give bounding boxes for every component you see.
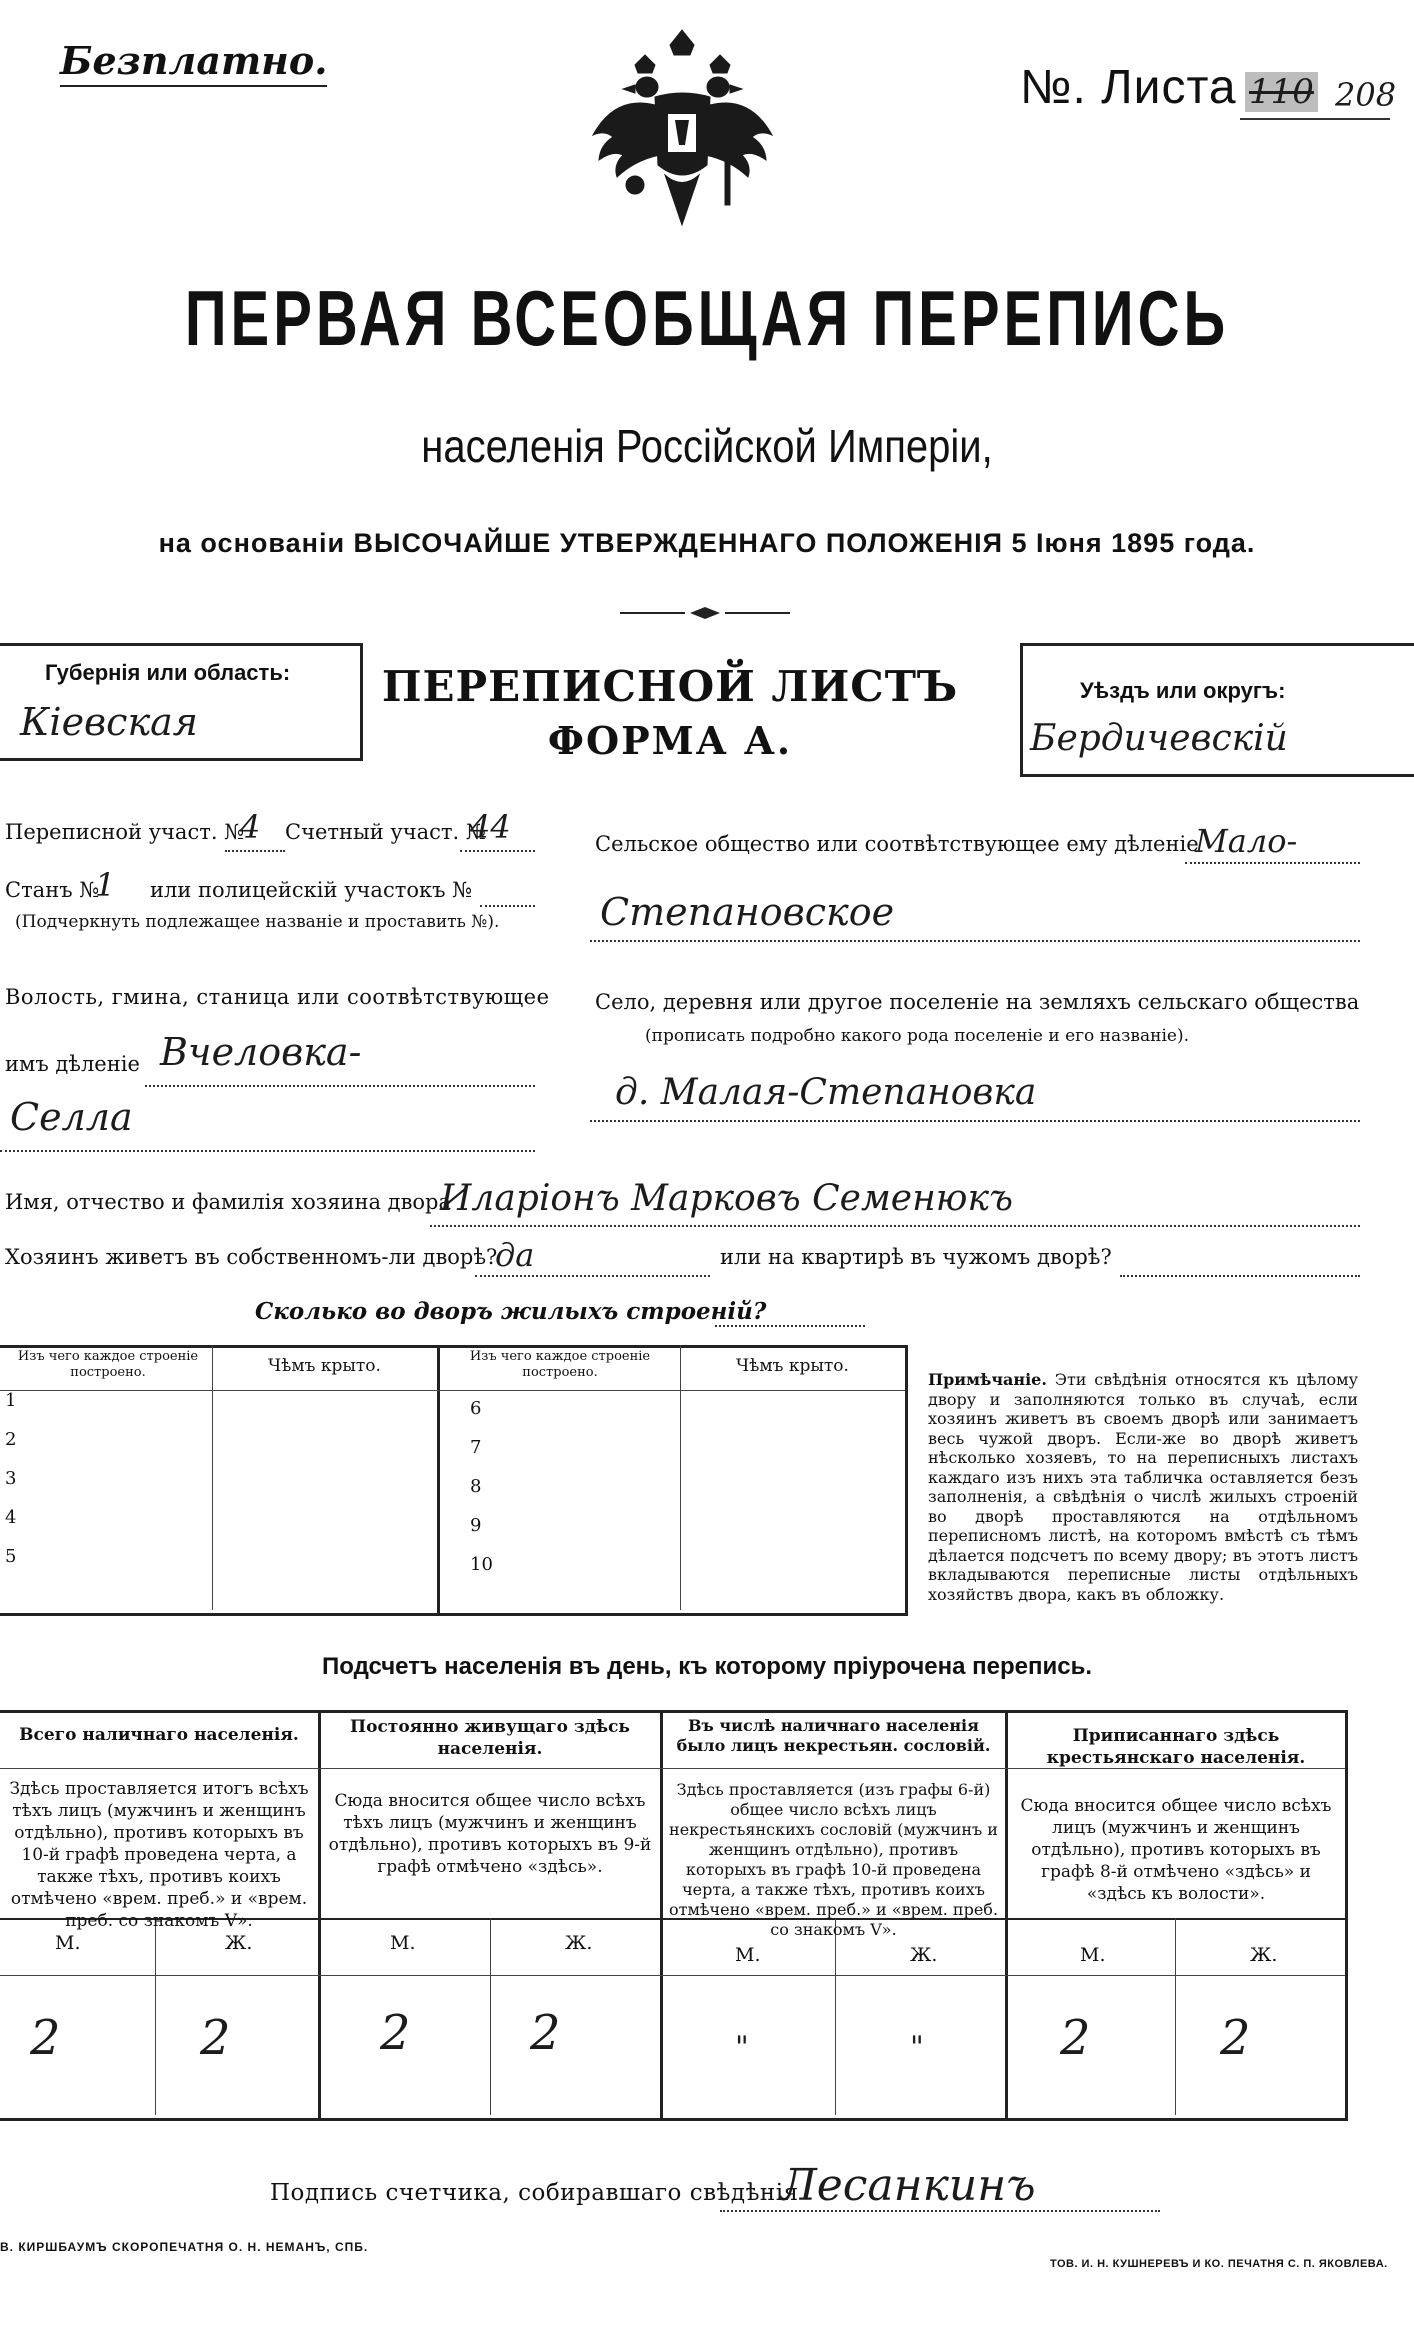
sheet-number-underline <box>1240 118 1390 120</box>
own-yard-label: Хозяинъ живетъ въ собственномъ-ли дворѣ? <box>5 1245 498 1269</box>
title-ornament <box>620 605 790 619</box>
society-value-2: Степановское <box>600 890 895 934</box>
census-main-title: ПЕРВАЯ ВСЕОБЩАЯ ПЕРЕПИСЬ <box>184 274 1230 363</box>
owner-name-dots <box>430 1225 1360 1227</box>
society-value-1: Мало- <box>1195 822 1298 860</box>
pop-col-1-male-value: 2 <box>30 2010 61 2066</box>
volost-value-1: Вчеловка- <box>160 1030 362 1074</box>
census-subtitle: населенія Россійской Имперіи, <box>421 421 993 473</box>
buildings-col-material-left: Изъ чего каждое строеніе построено. <box>17 1349 199 1380</box>
society-dots-2 <box>590 940 1360 942</box>
count-area-dots <box>460 850 535 852</box>
pop-col-4-header: Приписаннаго здѣсь крестьянскаго населенія. <box>1046 1726 1306 1768</box>
pop-col-3-female-value: " <box>910 2030 924 2065</box>
census-area-dots <box>225 850 285 852</box>
building-row-9: 9 <box>470 1515 482 1536</box>
stan-value: 1 <box>95 866 116 904</box>
building-row-5: 5 <box>5 1546 17 1567</box>
province-value: Кіевская <box>20 700 198 744</box>
district-label: Уѣздъ или округъ: <box>1080 678 1286 703</box>
pop-col-4-desc: Сюда вносится общее число всѣхъ лицъ (мужчинъ и женщинъ отдѣльно), противъ которыхъ въ графѣ 8-й отмѣчено «здѣсь» и «здѣсь къ волости». <box>1020 1796 1332 1904</box>
volost-value-2: Селла <box>10 1095 133 1139</box>
pop-col-4-female-label: Ж. <box>1250 1944 1278 1966</box>
buildings-question: Сколько во дворъ жилыхъ строеній? <box>255 1298 767 1325</box>
pop-col-3-desc: Здѣсь проставляется (изъ графы 6-й) общее число всѣхъ лицъ некрестьянскихъ сословій (мужчинъ и женщинъ отдѣльно), противъ которыхъ въ графѣ 10-й проведена черта, а также тѣхъ, противъ коихъ отмѣчено «врем. преб.» и «врем. преб. со знакомъ V». <box>668 1780 999 1939</box>
own-yard-value: да <box>495 1236 535 1274</box>
pop-col-2-desc: Сюда вносится общее число всѣхъ тѣхъ лицъ (мужчинъ и женщинъ отдѣльно), противъ которыхъ въ 9-й графѣ отмѣчено «здѣсь». <box>328 1791 652 1877</box>
buildings-dots <box>715 1325 865 1327</box>
printer-left: В. КИРШБАУМЪ СКОРОПЕЧАТНЯ О. Н. НЕМАНЪ, СПБ. <box>0 2240 369 2254</box>
note-title: Примѣчаніе. <box>928 1370 1047 1389</box>
village-value: д. Малая-Степановка <box>615 1072 1037 1113</box>
signature-label: Подпись счетчика, собиравшаго свѣдѣнія <box>270 2180 799 2206</box>
buildings-table <box>0 1345 908 1616</box>
pop-col-4-male-value: 2 <box>1060 2010 1091 2066</box>
building-row-7: 7 <box>470 1437 482 1458</box>
owner-name-label: Имя, отчество и фамилія хозяина двора <box>5 1190 452 1214</box>
pop-col-4-male-label: М. <box>1080 1944 1106 1966</box>
pop-col-1-header: Всего наличнаго населенія. <box>19 1725 299 1745</box>
district-value: Бердичевскій <box>1030 718 1288 759</box>
signature-value: Лесанкинъ <box>780 2160 1036 2211</box>
pop-col-4-female-value: 2 <box>1220 2010 1251 2066</box>
pop-col-2-header: Постоянно живущаго здѣсь населенія. <box>350 1717 630 1759</box>
sheet-number-struck: 110 <box>1245 72 1318 112</box>
village-dots <box>590 1120 1360 1122</box>
printer-right: ТОВ. И. Н. КУШНЕРЕВЪ И КО. ПЕЧАТНЯ С. П. ЯКОВЛЕВА. <box>1050 2258 1388 2270</box>
building-row-4: 4 <box>5 1507 17 1528</box>
owner-name-value: Иларіонъ Марковъ Семенюкъ <box>440 1178 1013 1219</box>
count-area-value: 44 <box>470 808 511 846</box>
society-label: Сельское общество или соотвѣтствующее ему дѣленіе <box>595 832 1199 856</box>
rent-label: или на квартирѣ въ чужомъ дворѣ? <box>720 1245 1112 1269</box>
pop-col-1-female-value: 2 <box>200 2010 231 2066</box>
own-yard-dots <box>475 1275 710 1277</box>
volost-dots-2 <box>0 1150 535 1152</box>
pop-col-2-female-value: 2 <box>530 2005 561 2061</box>
volost-label-1: Волость, гмина, станица или соотвѣтствующее <box>5 985 550 1009</box>
pop-col-3-male-value: " <box>735 2030 749 2065</box>
pop-col-2-male-label: М. <box>390 1932 416 1954</box>
buildings-divider-mid <box>437 1345 440 1613</box>
volost-dots-1 <box>145 1085 535 1087</box>
pop-col-1-female-label: Ж. <box>225 1932 253 1954</box>
pop-col-2-female-label: Ж. <box>565 1932 593 1954</box>
sheet-number-label: №. Листа <box>1020 61 1237 114</box>
stan-note: (Подчеркнуть подлежащее названіе и проставить №). <box>15 912 500 932</box>
pop-col-3-female-label: Ж. <box>910 1944 938 1966</box>
population-title: Подсчетъ населенія въ день, къ которому пріурочена перепись. <box>322 1653 1092 1680</box>
building-row-2: 2 <box>5 1429 17 1450</box>
census-area-label: Переписной участ. № <box>5 820 245 844</box>
buildings-col-roof-left: Чѣмъ крыто. <box>268 1356 381 1376</box>
pop-col-3-male-label: М. <box>735 1944 761 1966</box>
building-row-6: 6 <box>470 1398 482 1419</box>
pop-col-2-male-value: 2 <box>380 2005 411 2061</box>
pop-col-1-desc: Здѣсь проставляется итогъ всѣхъ тѣхъ лицъ (мужчинъ и женщинъ отдѣльно), противъ которыхъ въ 10-й графѣ проведена черта, а также тѣхъ, противъ коихъ отмѣчено «врем. преб.» и «врем. преб. со знакомъ V». <box>9 1779 309 1931</box>
census-area-value: 4 <box>240 808 261 846</box>
sheet-number-value: 208 <box>1335 76 1397 114</box>
census-basis: на основаніи ВЫСОЧАЙШЕ УТВЕРЖДЕННАГО ПОЛОЖЕНІЯ 5 Іюня 1895 года. <box>158 528 1256 558</box>
province-label: Губернія или область: <box>45 660 291 685</box>
village-note: (прописать подробно какого рода поселеніе и его названіе). <box>645 1026 1189 1046</box>
volost-label-2: имъ дѣленіе <box>5 1052 140 1076</box>
police-label: или полицейскій участокъ № <box>150 878 473 902</box>
stan-label: Станъ № <box>5 878 100 902</box>
pop-col-1-male-label: М. <box>55 1932 81 1954</box>
pop-col-3-header: Въ числѣ наличнаго населенія было лицъ некрестьян. сословій. <box>676 1716 991 1755</box>
free-label: Безплатно. <box>60 38 327 87</box>
form-subtitle: ФОРМА А. <box>547 718 793 763</box>
police-dots <box>480 905 535 907</box>
building-row-10: 10 <box>470 1554 493 1575</box>
building-row-8: 8 <box>470 1476 482 1497</box>
form-title: ПЕРЕПИСНОЙ ЛИСТЪ <box>381 662 959 711</box>
rent-dots <box>1120 1275 1360 1277</box>
coat-of-arms-icon <box>575 25 790 240</box>
buildings-col-roof-right: Чѣмъ крыто. <box>736 1356 849 1376</box>
buildings-note <box>928 1370 1358 1604</box>
society-dots-1 <box>1185 862 1360 864</box>
building-row-3: 3 <box>5 1468 17 1489</box>
buildings-col-material-right: Изъ чего каждое строеніе построено. <box>469 1349 651 1380</box>
note-text: Эти свѣдѣнія относятся къ цѣлому двору и заполняются только въ случаѣ, если хозяинъ живетъ въ своемъ дворѣ или занимаетъ весь чужой дворъ. Если-же во дворѣ живетъ нѣсколько хозяевъ, то на переписныхъ листахъ каждаго изъ нихъ эта табличка оставляется безъ заполненія, а свѣдѣнія о числѣ жилыхъ строеній во дворѣ проставляются на отдѣльномъ переписномъ листѣ, на которомъ вмѣстѣ съ тѣмъ дѣлается подсчетъ по всему двору; въ этотъ листъ вкладываются переписные листы отдѣльныхъ хозяйствъ двора, какъ въ обложку. <box>928 1370 1358 1604</box>
village-label: Село, деревня или другое поселеніе на земляхъ сельскаго общества <box>595 990 1360 1014</box>
building-row-1: 1 <box>5 1390 17 1411</box>
count-area-label: Счетный участ. № <box>285 820 486 844</box>
